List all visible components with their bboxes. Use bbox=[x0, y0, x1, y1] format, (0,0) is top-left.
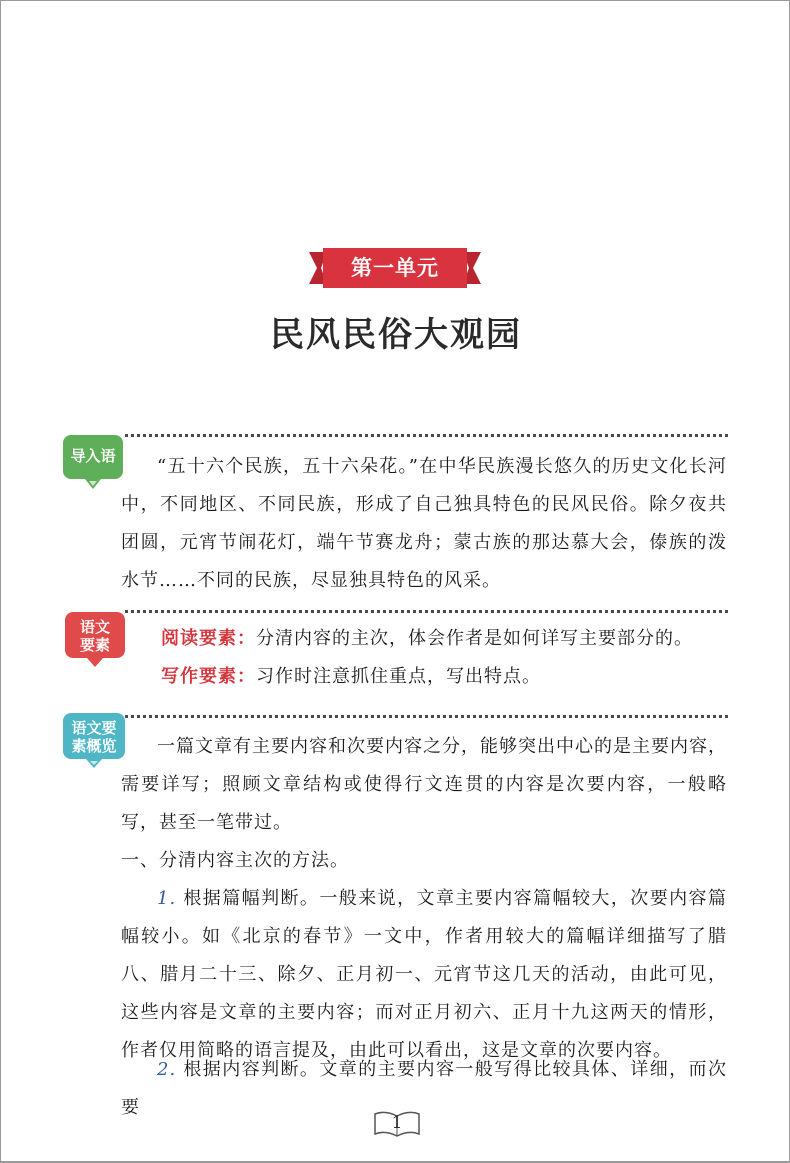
writing-text: 习作时注意抓住重点，写出特点。 bbox=[256, 666, 541, 687]
intro-badge-label: 导入语 bbox=[70, 447, 116, 465]
method-item-1 bbox=[121, 880, 727, 1070]
page-number bbox=[371, 1108, 423, 1138]
item-number: 2. bbox=[157, 1059, 177, 1080]
unit-banner bbox=[309, 248, 481, 288]
reading-text: 分清内容的主次，体会作者是如何详写主要部分的。 bbox=[256, 628, 693, 649]
dotted-divider bbox=[125, 715, 728, 718]
reading-element bbox=[161, 620, 693, 658]
item-text: 根据篇幅判断。一般来说，文章主要内容篇幅较大，次要内容篇幅较小。如《北京的春节》一文中，作者用较大的篇幅详细描写了腊八、腊月二十三、除夕、正月初一、元宵节这几天的活动，由此可见，这些内容是文章的主要内容；而对正月初六、正月十九这两天的情形，作者仅用简略的语言提及，由此可以看出，这是文章的次要内容。 bbox=[121, 888, 727, 1061]
item-text: 根据内容判断。文章的主要内容一般写得比较具体、详细，而次要 bbox=[121, 1059, 727, 1118]
item-number: 1. bbox=[157, 888, 177, 909]
page-number-text: 1 bbox=[391, 1113, 403, 1133]
intro-badge bbox=[63, 435, 123, 487]
overview-badge bbox=[63, 713, 123, 765]
elements-badge-label: 语文 要素 bbox=[79, 618, 110, 654]
unit-title: 民风民俗大观园 bbox=[270, 315, 522, 355]
writing-element bbox=[161, 658, 541, 696]
elements-badge bbox=[65, 612, 125, 664]
method-item-2 bbox=[121, 1051, 727, 1127]
overview-badge-label: 语文要 素概览 bbox=[71, 719, 117, 755]
dotted-divider bbox=[125, 434, 728, 437]
intro-paragraph: “五十六个民族，五十六朵花。”在中华民族漫长悠久的历史文化长河中，不同地区、不同民族，形成了自己独具特色的民风民俗。除夕夜共团圆，元宵节闹花灯，端午节赛龙舟；蒙古族的那达慕大会，傣族的泼水节……不同的民族，尽显独具特色的风采。 bbox=[121, 456, 727, 591]
overview-paragraph: 一篇文章有主要内容和次要内容之分，能够突出中心的是主要内容，需要详写；照顾文章结构或使得行文连贯的内容是次要内容，一般略写，甚至一笔带过。 bbox=[121, 736, 727, 833]
unit-label: 第一单元 bbox=[351, 256, 439, 280]
writing-label: 写作要素： bbox=[161, 666, 256, 687]
methods-heading: 一、分清内容主次的方法。 bbox=[121, 850, 349, 871]
dotted-divider bbox=[125, 610, 728, 613]
reading-label: 阅读要素： bbox=[161, 628, 256, 649]
